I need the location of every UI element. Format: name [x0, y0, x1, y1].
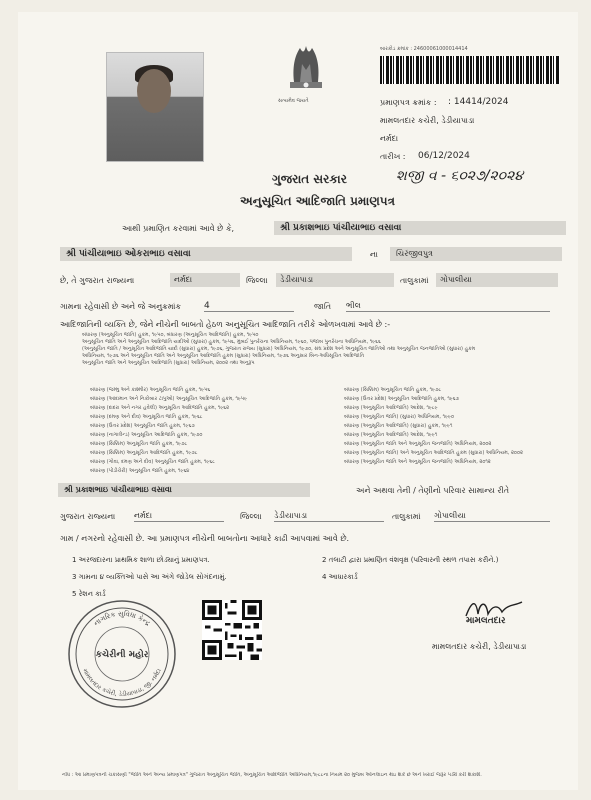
serial-number: 4	[204, 301, 294, 312]
state2-prefix: ગુજરાત રાજ્યના	[60, 512, 116, 521]
tribe-value: ભીલ	[346, 301, 550, 312]
issue-date: 06/12/2024	[418, 151, 470, 161]
district-label: જિલ્લા	[246, 276, 268, 285]
district2-label: જિલ્લા	[240, 512, 262, 521]
village-line-prefix: ગામના રહેવાસી છે અને જે અનુક્રમાંક	[60, 302, 182, 311]
issuing-district: નર્મદા	[380, 134, 399, 143]
order-line: બંધારણ (અનુસૂચિત જાતિ) અને અનુસૂચિત આદિજાતિ હુકમ (સુધારા) અધિનિયમ, ૨૦૦૨	[344, 450, 523, 456]
barcode	[380, 56, 560, 84]
closing-statement: ગામ / નગરનો રહેવાસી છે. આ પ્રમાણપત્ર નીચેની બાબતોના આધારે કાઢી આપવામાં આવે છે.	[60, 534, 350, 543]
statement: આદિજાતિની વ્યક્તિ છે, જેને નીચેની બાબતો હેઠળ અનુસૂચિત આદિજાતિ તરીકે ઓળખવામાં આવે છે :-	[60, 320, 391, 329]
svg-text:નાગરિક સુવિધા કેન્દ્ર	[92, 609, 152, 628]
office-seal	[66, 598, 178, 710]
basis-item: 3 ગામના ૪ વ્યક્તિઓ પાસે આ અંગે જોડેલ સોગંદનામું.	[72, 573, 227, 581]
footer-note: નોંધ : આ પ્રમાણપત્રની ચકાસણી "જાતિ અને અન્ય પ્રમાણપત્ર" ગુજરાત અનુસૂચિત જાતિ, અનુસૂચિત આદિજાતિ અધિનિયમ,૧૯૮૮ના નિયમ ૨૦ મુજબ ઓનલાઇન થઇ શકે છે અને ખરાઈ જરૂર પડ્યે કરી શકાશે.	[62, 772, 482, 778]
order-line: બંધારણ (અનુસૂચિત આદિજાતિ) આદેશ, ૧૯૮૯	[344, 405, 438, 411]
order-line: બંધારણ (અનુસૂચિત જાતિ) હુકમ, ૧૯૫૦, બંધારણ (અનુસૂચિત આદિજાતિ) હુકમ, ૧૯૫૦	[82, 332, 259, 338]
order-line: બંધારણ (સિક્કિમ) અનુસૂચિત આદિજાતિ હુકમ, ૧૯૭૮	[90, 450, 198, 456]
barcode-number: બારકોડ ક્રમાંક : 24600061000014414	[380, 46, 468, 52]
order-line: બંધારણ (પોંડીચેરી) અનુસૂચિત જાતિ હુકમ, ૧૯૬૪	[90, 468, 190, 474]
basis-item: 1 અરજદારના પ્રાથમિક શાળા છોડ્યાનું પ્રમાણપત્ર.	[72, 556, 210, 564]
certify-prefix: આથી પ્રમાણિત કરવામાં આવે છે કે,	[122, 224, 235, 233]
basis-item: 5 રેશન કાર્ડ	[72, 590, 106, 598]
order-line: બંધારણ (દાદરા અને નગર હવેલી) અનુસૂચિત આદિજાતિ હુકમ, ૧૯૬૨	[90, 405, 230, 411]
certificate-page	[18, 12, 578, 790]
certificate-title: અનુસૂચિત આદિજાતિ પ્રમાણપત્ર	[240, 194, 395, 208]
order-line: બંધારણ (નાગાલેન્ડ) અનુસૂચિત આદિજાતિ હુકમ, ૧૯૭૦	[90, 432, 203, 438]
village-value: ગોપાલીયા	[436, 273, 558, 287]
order-line: બંધારણ (ગોવા, દમણ અને દીવ) અનુસૂચિત જાતિ હુકમ, ૧૯૬૮	[90, 459, 215, 465]
relation-value: ચિરંજીવપુત્ર	[390, 247, 562, 261]
taluka-label: તાલુકામાં	[400, 276, 429, 285]
cert-number-label: પ્રમાણપત્ર ક્રમાંક :	[380, 98, 437, 107]
seal-bottom-text: મામલતદાર કચેરી, ડેડીયાપાડા, જી. નર્મદા	[81, 667, 163, 699]
order-line: બંધારણ (અનુસૂચિત જાતિ અને અનુસૂચિત જનજાતિ) અધિનિયમ, ૨૦૦૨	[344, 441, 492, 447]
relation-prefix: ના	[370, 250, 378, 259]
seal-center-text: કચેરીની મહોર	[95, 650, 149, 660]
order-line: (અનુસૂચિત જાતિ / અનુસૂચિત આદિજાતિ યાદી (સુધારા) હુકમ, ૧૯૭૬, ગુજરાત રાજ્ય (સુધારા) અધિનિયમ, ૧૯૭૦, સંઘ પ્રદેશ અને અનુસૂચિત જાતિઓ તથા અનુસૂચિત જનજાતિઓ (સુધારા) હુકમ	[82, 346, 476, 352]
order-line: બંધારણ (ઉત્તર પ્રદેશ) અનુસૂચિત આદિજાતિ હુકમ, ૧૯૬૭	[344, 396, 459, 402]
signatory-office: મામલતદાર કચેરી, ડેડીયાપાડા	[432, 642, 527, 651]
orders-right-list	[344, 386, 564, 467]
applicant-name-repeat: શ્રી પ્રકાશભાઇ પાંચીયાભાઇ વસાવા	[58, 483, 310, 497]
order-line: બંધારણ (આંદામાન અને નિકોબાર ટાપુઓ) અનુસૂચિત આદિજાતિ હુકમ, ૧૯૫૯	[90, 396, 248, 402]
handwritten-reference: શજી વ - ૬૦૨૭/૨૦૨૪	[396, 168, 523, 184]
basis-item: 2 તલાટી દ્વારા પ્રમાણિત વંશવૃક્ષ (પરિવારની સ્થળ તપાસ કરીને.)	[322, 556, 499, 564]
order-line: બંધારણ (અનુસૂચિત આદિજાતિ) (સુધારા) હુકમ, ૧૯૯૧	[344, 423, 453, 429]
order-line: બંધારણ (અનુસૂચિત જાતિ) (સુધારા) અધિનિયમ, ૧૯૯૦	[344, 414, 454, 420]
order-line: અધિનિયમ, ૧૯૭૬ અને અનુસૂચિત જાતિ અને અનુસૂચિત આદિજાતિ હુકમ (સુધારા) અધિનિયમ, ૧૯૭૬ અનુસાર બિન-અધિસૂચિત આદિજાતિ	[82, 353, 365, 359]
taluka-value: ડેડીયાપાડા	[276, 273, 394, 287]
taluka2-label: તાલુકામાં	[392, 512, 421, 521]
family-text: અને અથવા તેની / તેણીનો પરિવાર સામાન્ય રીતે	[356, 486, 510, 495]
orders-top-list	[82, 332, 562, 367]
order-line: અનુસૂચિત જાતિ અને અનુસૂચિત આદિજાતિ (સુધારા) અધિનિયમ, ૨૦૦૨ તથા અનુરૂપ	[82, 360, 255, 366]
order-line: બંધારણ (દમણ અને દીવ) અનુસૂચિત જાતિ હુકમ, ૧૯૬૮	[90, 414, 203, 420]
father-name: શ્રી પાંચીયાભાઇ ઓકરાભાઇ વસાવા	[60, 247, 352, 261]
tribe-label: જાતિ	[314, 302, 331, 311]
svg-text:મામલતદાર કચેરી, ડેડીયાપાડા, જી	[81, 667, 163, 698]
issue-date-label: તારીખ :	[380, 152, 406, 161]
state-prefix: છે, તે ગુજરાત રાજ્યના	[60, 276, 135, 285]
order-line: બંધારણ (અનુસૂચિત જાતિ અને અનુસૂચિત જનજાતિ) અધિનિયમ, ૨૦૧૨	[344, 459, 491, 465]
order-line: અનુસૂચિત જાતિ અને અનુસૂચિત આદિજાતિ યાદીઓ (સુધારા) હુકમ, ૧૯૫૬, મુંબઈ પુનર્રચના અધિનિયમ, ૧૯૬૦, પંજાબ પુનર્રચના અધિનિયમ, ૧૯૬૬	[82, 339, 381, 345]
seal-top-text: નાગરિક સુવિધા કેન્દ્ર	[92, 609, 152, 628]
issuing-office: મામલતદાર કચેરી, ડેડીયાપાડા	[380, 116, 475, 125]
taluka2-value: ડેડીયાપાડા	[274, 511, 384, 522]
order-line: બંધારણ (જમ્મુ અને કાશ્મીર) અનુસૂચિત જાતિ હુકમ, ૧૯૫૬	[90, 387, 211, 393]
order-line: બંધારણ (અનુસૂચિત આદિજાતિ) આદેશ, ૧૯૯૧	[344, 432, 438, 438]
signatory-title: મામલતદાર	[466, 616, 506, 626]
applicant-name: શ્રી પ્રકાશભાઇ પાંચીયાભાઇ વસાવા	[274, 221, 566, 235]
order-line: બંધારણ (સિક્કિમ) અનુસૂચિત જાતિ હુકમ, ૧૯૭૮	[90, 441, 188, 447]
village2-value: ગોપાલીયા	[434, 511, 550, 522]
orders-left-list	[90, 386, 310, 476]
district-value: નર્મદા	[170, 273, 240, 287]
emblem-caption: સત્યમેવ જયતે	[278, 98, 309, 104]
order-line: બંધારણ (સિક્કિમ) અનુસૂચિત જાતિ હુકમ, ૧૯૭૮	[344, 387, 442, 393]
order-line: બંધારણ (ઉત્તર પ્રદેશ) અનુસૂચિત જાતિ હુકમ, ૧૯૬૭	[90, 423, 195, 429]
district2-value: નર્મદા	[134, 511, 224, 522]
applicant-photo	[106, 52, 204, 162]
national-emblem-icon	[280, 34, 332, 104]
cert-number: : 14414/2024	[448, 97, 509, 107]
verification-qr-code	[202, 600, 262, 660]
government-title: ગુજરાત સરકાર	[272, 172, 347, 186]
basis-item: 4 આધારકાર્ડ	[322, 573, 358, 581]
